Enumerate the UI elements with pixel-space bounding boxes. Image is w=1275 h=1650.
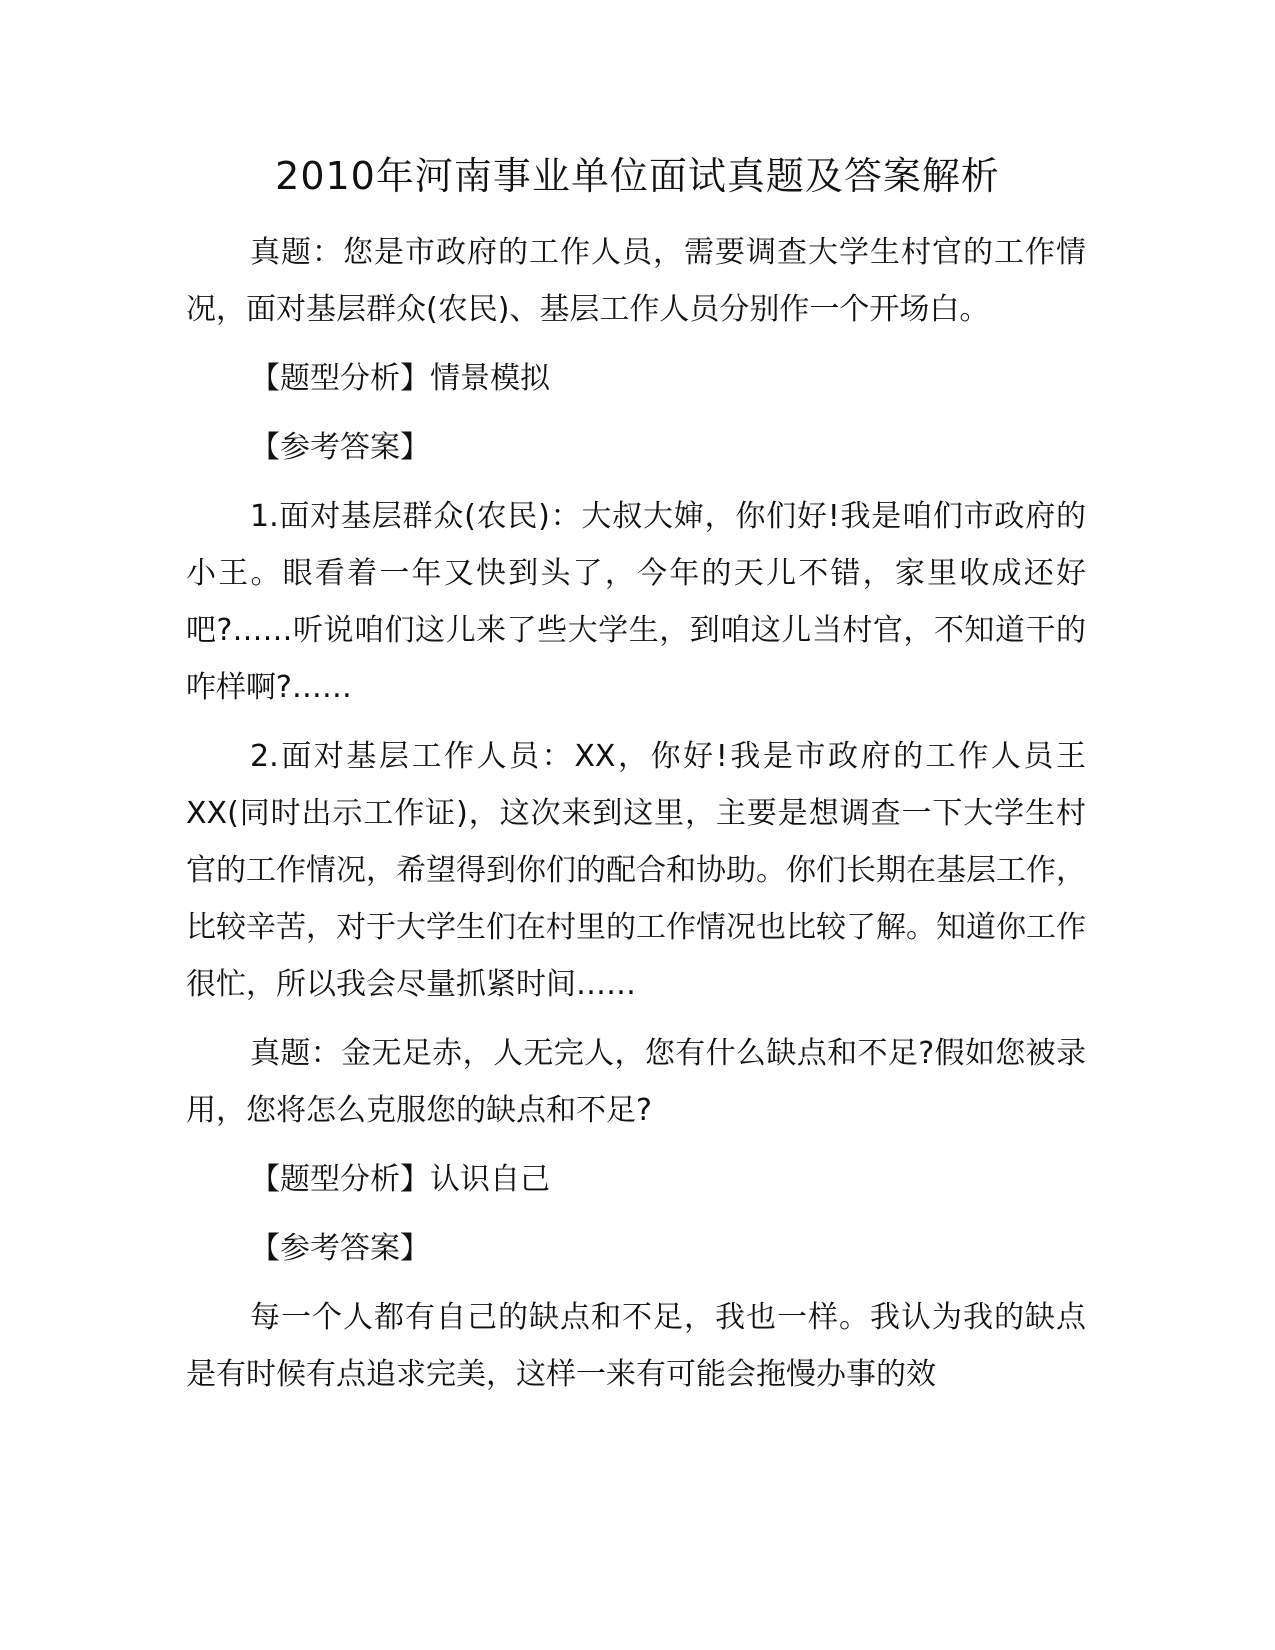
paragraph-answer-1-part-1: 1.面对基层群众(农民)：大叔大婶，你们好!我是咱们市政府的小王。眼看着一年又快到头了，今年的天儿不错，家里收成还好吧?……听说咱们这儿来了些大学生，到咱这儿当村官，不知道干的咋样啊?…… (186, 499, 1086, 705)
paragraph-answer-2: 每一个人都有自己的缺点和不足，我也一样。我认为我的缺点是有时候有点追求完美，这样一来有可能会拖慢办事的效 (186, 1300, 1086, 1392)
paragraph-answer-heading-1: 【参考答案】 (250, 430, 430, 465)
paragraph-analysis-2: 【题型分析】认识自己 (250, 1162, 550, 1197)
paragraph-analysis-1: 【题型分析】情景模拟 (250, 361, 550, 396)
paragraph-answer-heading-2: 【参考答案】 (250, 1231, 430, 1266)
paragraph-question-1: 真题：您是市政府的工作人员，需要调查大学生村官的工作情况，面对基层群众(农民)、基层工作人员分别作一个开场白。 (186, 235, 1086, 327)
paragraph-answer-1-part-2: 2.面对基层工作人员：XX，你好!我是市政府的工作人员王XX(同时出示工作证)，这次来到这里，主要是想调查一下大学生村官的工作情况，希望得到你们的配合和协助。你们长期在基层工作，比较辛苦，对于大学生们在村里的工作情况也比较了解。知道你工作很忙，所以我会尽量抓紧时间…… (186, 739, 1086, 1002)
document-body (186, 224, 1086, 1415)
document-title: 2010年河南事业单位面试真题及答案解析 (275, 154, 1000, 198)
paragraph-question-2: 真题：金无足赤，人无完人，您有什么缺点和不足?假如您被录用，您将怎么克服您的缺点和不足? (186, 1036, 1086, 1128)
